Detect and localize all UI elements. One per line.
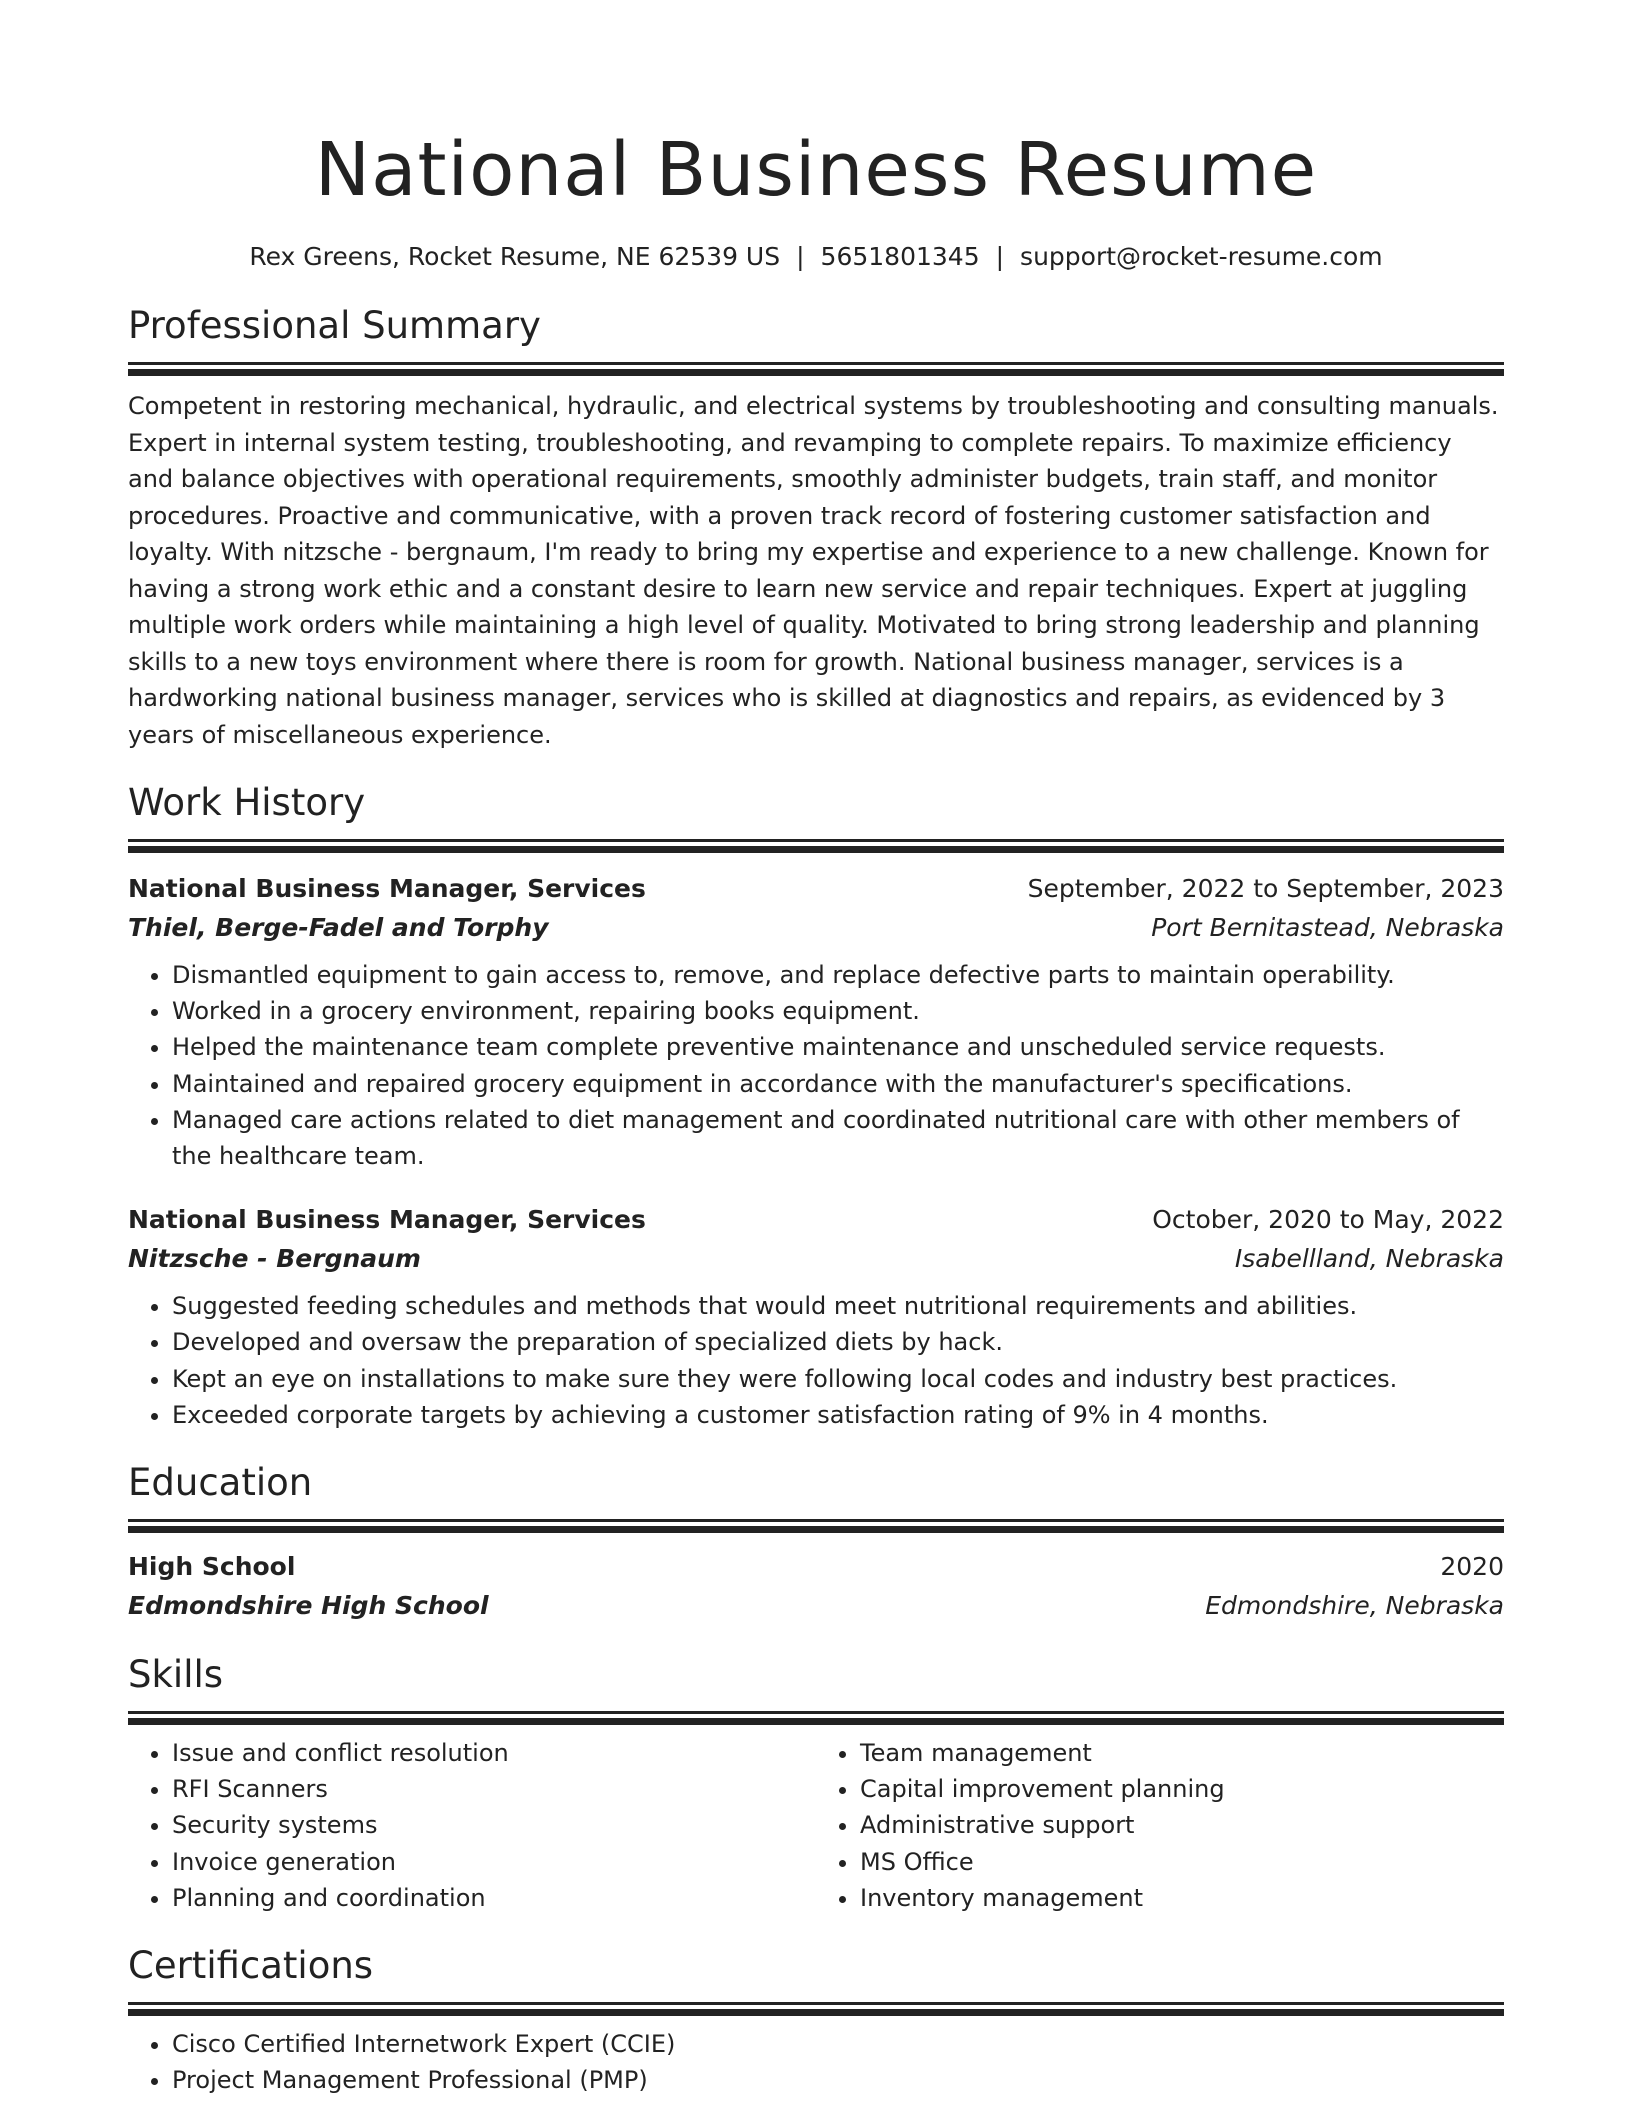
skill-item: • Administrative support — [860, 1807, 1504, 1843]
skills-section — [128, 1649, 1504, 1916]
education-entry — [128, 1547, 1504, 1625]
job-bullets — [128, 957, 1504, 1174]
skills-list-left — [128, 1735, 816, 1916]
job-location: Isabellland, Nebraska — [1234, 1244, 1504, 1274]
job-subheader — [128, 1239, 1504, 1278]
summary-section — [128, 300, 1504, 753]
job-bullet: • Worked in a grocery environment, repairing books equipment. — [172, 993, 1504, 1029]
job-bullet: • Kept an eye on installations to make sure they were following local codes and industry best practices. — [172, 1361, 1504, 1397]
job-title: National Business Manager, Services — [128, 874, 646, 903]
education-year: 2020 — [1440, 1552, 1504, 1582]
job-location: Port Bernitastead, Nebraska — [1151, 913, 1504, 942]
contact-email: support@rocket-resume.com — [1020, 242, 1383, 271]
skill-item: • Invoice generation — [172, 1844, 816, 1880]
education-section — [128, 1457, 1504, 1625]
contact-separator: | — [796, 242, 805, 271]
education-heading: Education — [128, 1461, 313, 1505]
section-divider — [128, 362, 1504, 365]
section-divider — [128, 1526, 1504, 1533]
skill-item: • Planning and coordination — [172, 1880, 816, 1916]
certifications-section — [128, 1940, 1504, 2098]
education-header — [128, 1547, 1504, 1586]
education-location: Edmondshire, Nebraska — [1205, 1591, 1504, 1621]
skill-item: • Issue and conflict resolution — [172, 1735, 816, 1771]
job-title: National Business Manager, Services — [128, 1205, 646, 1235]
section-divider — [128, 2009, 1504, 2016]
work-history-section — [128, 777, 1504, 1433]
page-title: National Business Resume — [314, 127, 1318, 213]
section-divider — [128, 839, 1504, 842]
job-bullet: • Dismantled equipment to gain access to, remove, and replace defective parts to maintain operability. — [172, 957, 1504, 993]
job-header — [128, 1200, 1504, 1239]
skills-heading: Skills — [128, 1653, 224, 1697]
skill-item: • Security systems — [172, 1807, 816, 1843]
job-bullet: • Helped the maintenance team complete preventive maintenance and unscheduled service requests. — [172, 1029, 1504, 1065]
contact-line — [128, 238, 1504, 276]
job-company: Thiel, Berge-Fadel and Torphy — [128, 913, 549, 942]
education-degree: High School — [128, 1552, 296, 1582]
section-divider — [128, 369, 1504, 376]
job-dates: October, 2020 to May, 2022 — [1152, 1205, 1504, 1235]
summary-text: Competent in restoring mechanical, hydraulic, and electrical systems by troubleshooting and consulting manuals. Expert in internal system testing, troubleshooting, and revamping to complete repairs. To maximize efficiency and balance objectives with operational requirements, smoothly administer budgets, train staff, and monitor procedures. Proactive and communicative, with a proven track record of fostering customer satisfaction and loyalty. With nitzsche - bergnaum, I'm ready to bring my expertise and experience to a new challenge. Known for having a strong work ethic and a constant desire to learn new service and repair techniques. Expert at juggling multiple work orders while maintaining a high level of quality. Motivated to bring strong leadership and planning skills to a new toys environment where there is room for growth. National business manager, services is a hardworking national business manager, services who is skilled at diagnostics and repairs, as evidenced by 3 years of miscellaneous experience. — [128, 392, 1499, 749]
contact-separator: | — [995, 242, 1005, 271]
skill-item: • Capital improvement planning — [860, 1771, 1504, 1807]
skills-list-right — [816, 1735, 1504, 1916]
job-bullet: • Maintained and repaired grocery equipment in accordance with the manufacturer's specifications. — [172, 1066, 1504, 1102]
job-bullets — [128, 1288, 1504, 1433]
skill-item: • RFI Scanners — [172, 1771, 816, 1807]
certifications-list — [128, 2026, 1504, 2098]
section-divider — [128, 846, 1504, 853]
contact-phone: 5651801345 — [820, 242, 980, 271]
skill-item: • Team management — [860, 1735, 1504, 1771]
work-history-heading: Work History — [128, 781, 366, 824]
section-divider — [128, 2002, 1504, 2005]
job-subheader — [128, 908, 1504, 947]
summary-heading: Professional Summary — [128, 304, 541, 347]
contact-address: Rex Greens, Rocket Resume, NE 62539 US — [249, 242, 781, 271]
skill-item: • MS Office — [860, 1844, 1504, 1880]
education-subheader — [128, 1586, 1504, 1625]
certifications-heading: Certifications — [128, 1944, 374, 1988]
job-bullet: • Suggested feeding schedules and methods that would meet nutritional requirements and abilities. — [172, 1288, 1504, 1324]
job-company: Nitzsche - Bergnaum — [128, 1244, 421, 1274]
job-header — [128, 869, 1504, 908]
skill-item: • Inventory management — [860, 1880, 1504, 1916]
education-school: Edmondshire High School — [128, 1591, 489, 1621]
section-divider — [128, 1718, 1504, 1725]
certification-item: • Cisco Certified Internetwork Expert (CCIE) — [172, 2026, 1504, 2062]
job-entry — [128, 1200, 1504, 1433]
section-divider — [128, 1519, 1504, 1522]
certification-item: • Project Management Professional (PMP) — [172, 2062, 1504, 2098]
job-entry — [128, 869, 1504, 1174]
job-bullet: • Managed care actions related to diet management and coordinated nutritional care with other members of the healthcare team. — [172, 1102, 1504, 1174]
skills-columns — [128, 1725, 1504, 1916]
job-bullet: • Developed and oversaw the preparation of specialized diets by hack. — [172, 1324, 1504, 1360]
section-divider — [128, 1711, 1504, 1714]
job-dates: September, 2022 to September, 2023 — [1027, 874, 1504, 903]
job-bullet: • Exceeded corporate targets by achieving a customer satisfaction rating of 9% in 4 months. — [172, 1397, 1504, 1433]
